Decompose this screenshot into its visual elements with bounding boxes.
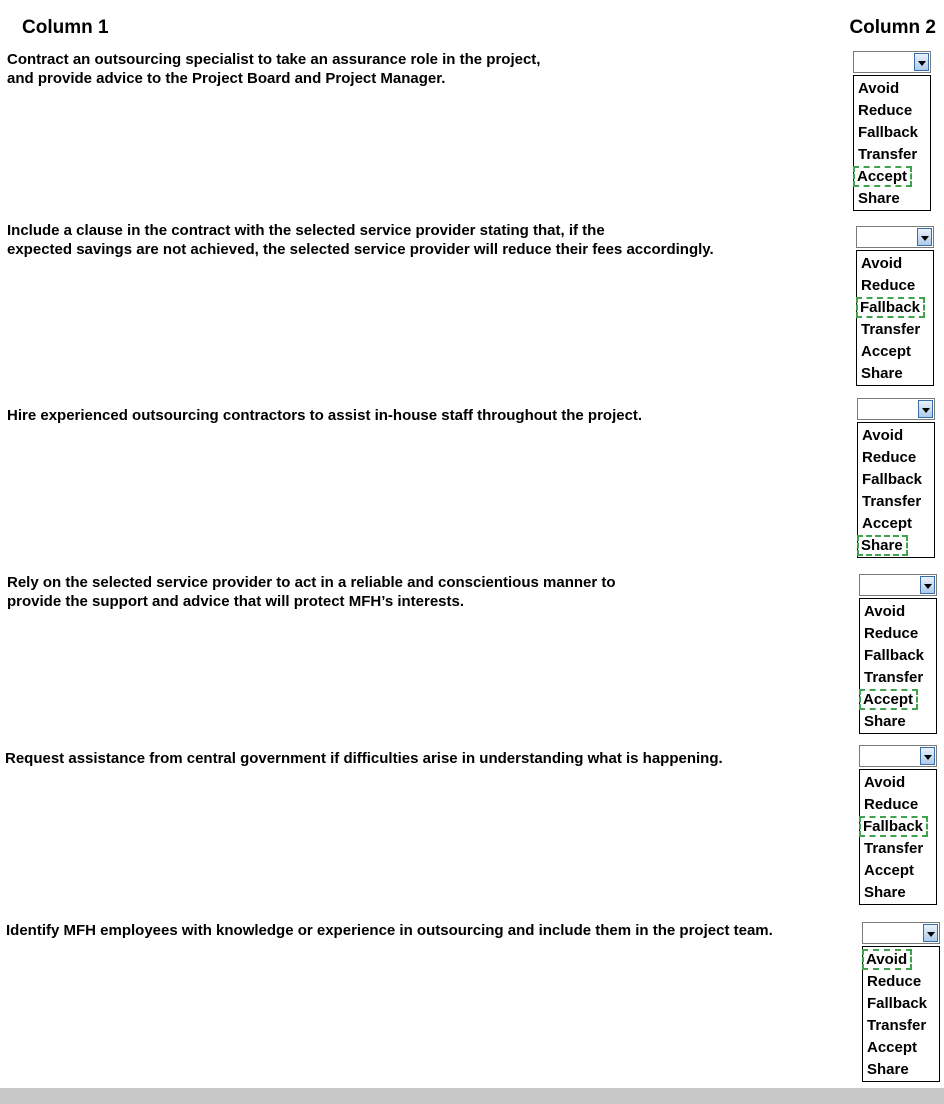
statement-3 (7, 406, 642, 425)
dropdown-5[interactable] (859, 745, 937, 905)
option-fallback[interactable]: Fallback (857, 297, 933, 319)
bottom-scroll-bar (0, 1088, 944, 1104)
option-accept[interactable]: Accept (854, 166, 930, 188)
option-share[interactable]: Share (858, 190, 900, 207)
chevron-down-icon[interactable] (920, 747, 935, 765)
dropdown-6[interactable] (862, 922, 940, 1082)
option-avoid[interactable]: Avoid (864, 603, 906, 620)
option-accept[interactable]: Accept (861, 343, 912, 360)
dropdown-2-select[interactable] (856, 226, 934, 248)
option-fallback[interactable]: Fallback (860, 816, 936, 838)
chevron-down-icon[interactable] (918, 400, 933, 418)
statement-5-line-1: Request assistance from central government if difficulties arise in understanding what is happening. (5, 750, 723, 767)
option-reduce[interactable]: Reduce (864, 625, 919, 642)
option-avoid[interactable]: Avoid (863, 949, 939, 971)
statement-4-line-2: provide the support and advice that will protect MFH’s interests. (7, 593, 465, 610)
column-2-header: Column 2 (849, 17, 936, 38)
dropdown-3[interactable] (857, 398, 935, 558)
option-fallback[interactable]: Fallback (864, 647, 925, 664)
dropdown-4-select[interactable] (859, 574, 937, 596)
option-accept[interactable]: Accept (867, 1039, 918, 1056)
dropdown-1-select[interactable] (853, 51, 931, 73)
option-transfer[interactable]: Transfer (862, 493, 922, 510)
option-share[interactable]: Share (867, 1061, 909, 1078)
option-reduce[interactable]: Reduce (862, 449, 917, 466)
option-share[interactable]: Share (864, 884, 906, 901)
option-avoid[interactable]: Avoid (858, 80, 900, 97)
option-transfer[interactable]: Transfer (864, 840, 924, 857)
dropdown-5-options (859, 769, 937, 905)
dropdown-5-select[interactable] (859, 745, 937, 767)
option-share[interactable]: Share (864, 713, 906, 730)
statement-5 (5, 749, 723, 768)
option-accept[interactable]: Accept (860, 689, 936, 711)
statement-6-line-1: Identify MFH employees with knowledge or experience in outsourcing and include them in the project team. (6, 922, 773, 939)
option-accept[interactable]: Accept (864, 862, 915, 879)
dropdown-1[interactable] (853, 51, 931, 211)
option-reduce[interactable]: Reduce (867, 973, 922, 990)
statement-2-line-1: Include a clause in the contract with the selected service provider stating that, if the (7, 222, 605, 239)
statement-1-line-2: and provide advice to the Project Board and Project Manager. (7, 70, 446, 87)
option-transfer[interactable]: Transfer (861, 321, 921, 338)
statement-2 (7, 221, 714, 259)
statement-4 (7, 573, 616, 611)
statement-4-line-1: Rely on the selected service provider to act in a reliable and conscientious manner to (7, 574, 616, 591)
option-reduce[interactable]: Reduce (858, 102, 913, 119)
dropdown-1-options (853, 75, 931, 211)
statement-3-line-1: Hire experienced outsourcing contractors to assist in-house staff throughout the project. (7, 407, 643, 424)
statement-2-line-2: expected savings are not achieved, the selected service provider will reduce their fees accordingly. (7, 241, 714, 258)
dropdown-3-select[interactable] (857, 398, 935, 420)
chevron-down-icon[interactable] (923, 924, 938, 942)
dropdown-3-options (857, 422, 935, 558)
option-share[interactable]: Share (861, 365, 903, 382)
option-reduce[interactable]: Reduce (864, 796, 919, 813)
option-reduce[interactable]: Reduce (861, 277, 916, 294)
option-transfer[interactable]: Transfer (864, 669, 924, 686)
dropdown-4-options (859, 598, 937, 734)
column-1-header: Column 1 (22, 17, 109, 38)
option-avoid[interactable]: Avoid (864, 774, 906, 791)
chevron-down-icon[interactable] (917, 228, 932, 246)
option-fallback[interactable]: Fallback (867, 995, 928, 1012)
option-avoid[interactable]: Avoid (862, 427, 904, 444)
option-fallback[interactable]: Fallback (858, 124, 919, 141)
statement-1-line-1: Contract an outsourcing specialist to take an assurance role in the project, (7, 51, 541, 68)
dropdown-2-options (856, 250, 934, 386)
option-accept[interactable]: Accept (862, 515, 913, 532)
dropdown-6-options (862, 946, 940, 1082)
dropdown-2[interactable] (856, 226, 934, 386)
dropdown-6-select[interactable] (862, 922, 940, 944)
option-avoid[interactable]: Avoid (861, 255, 903, 272)
option-fallback[interactable]: Fallback (862, 471, 923, 488)
option-transfer[interactable]: Transfer (867, 1017, 927, 1034)
dropdown-4[interactable] (859, 574, 937, 734)
statement-6 (6, 921, 773, 940)
statement-1 (7, 50, 540, 88)
option-share[interactable]: Share (858, 535, 934, 557)
option-transfer[interactable]: Transfer (858, 146, 918, 163)
chevron-down-icon[interactable] (914, 53, 929, 71)
chevron-down-icon[interactable] (920, 576, 935, 594)
